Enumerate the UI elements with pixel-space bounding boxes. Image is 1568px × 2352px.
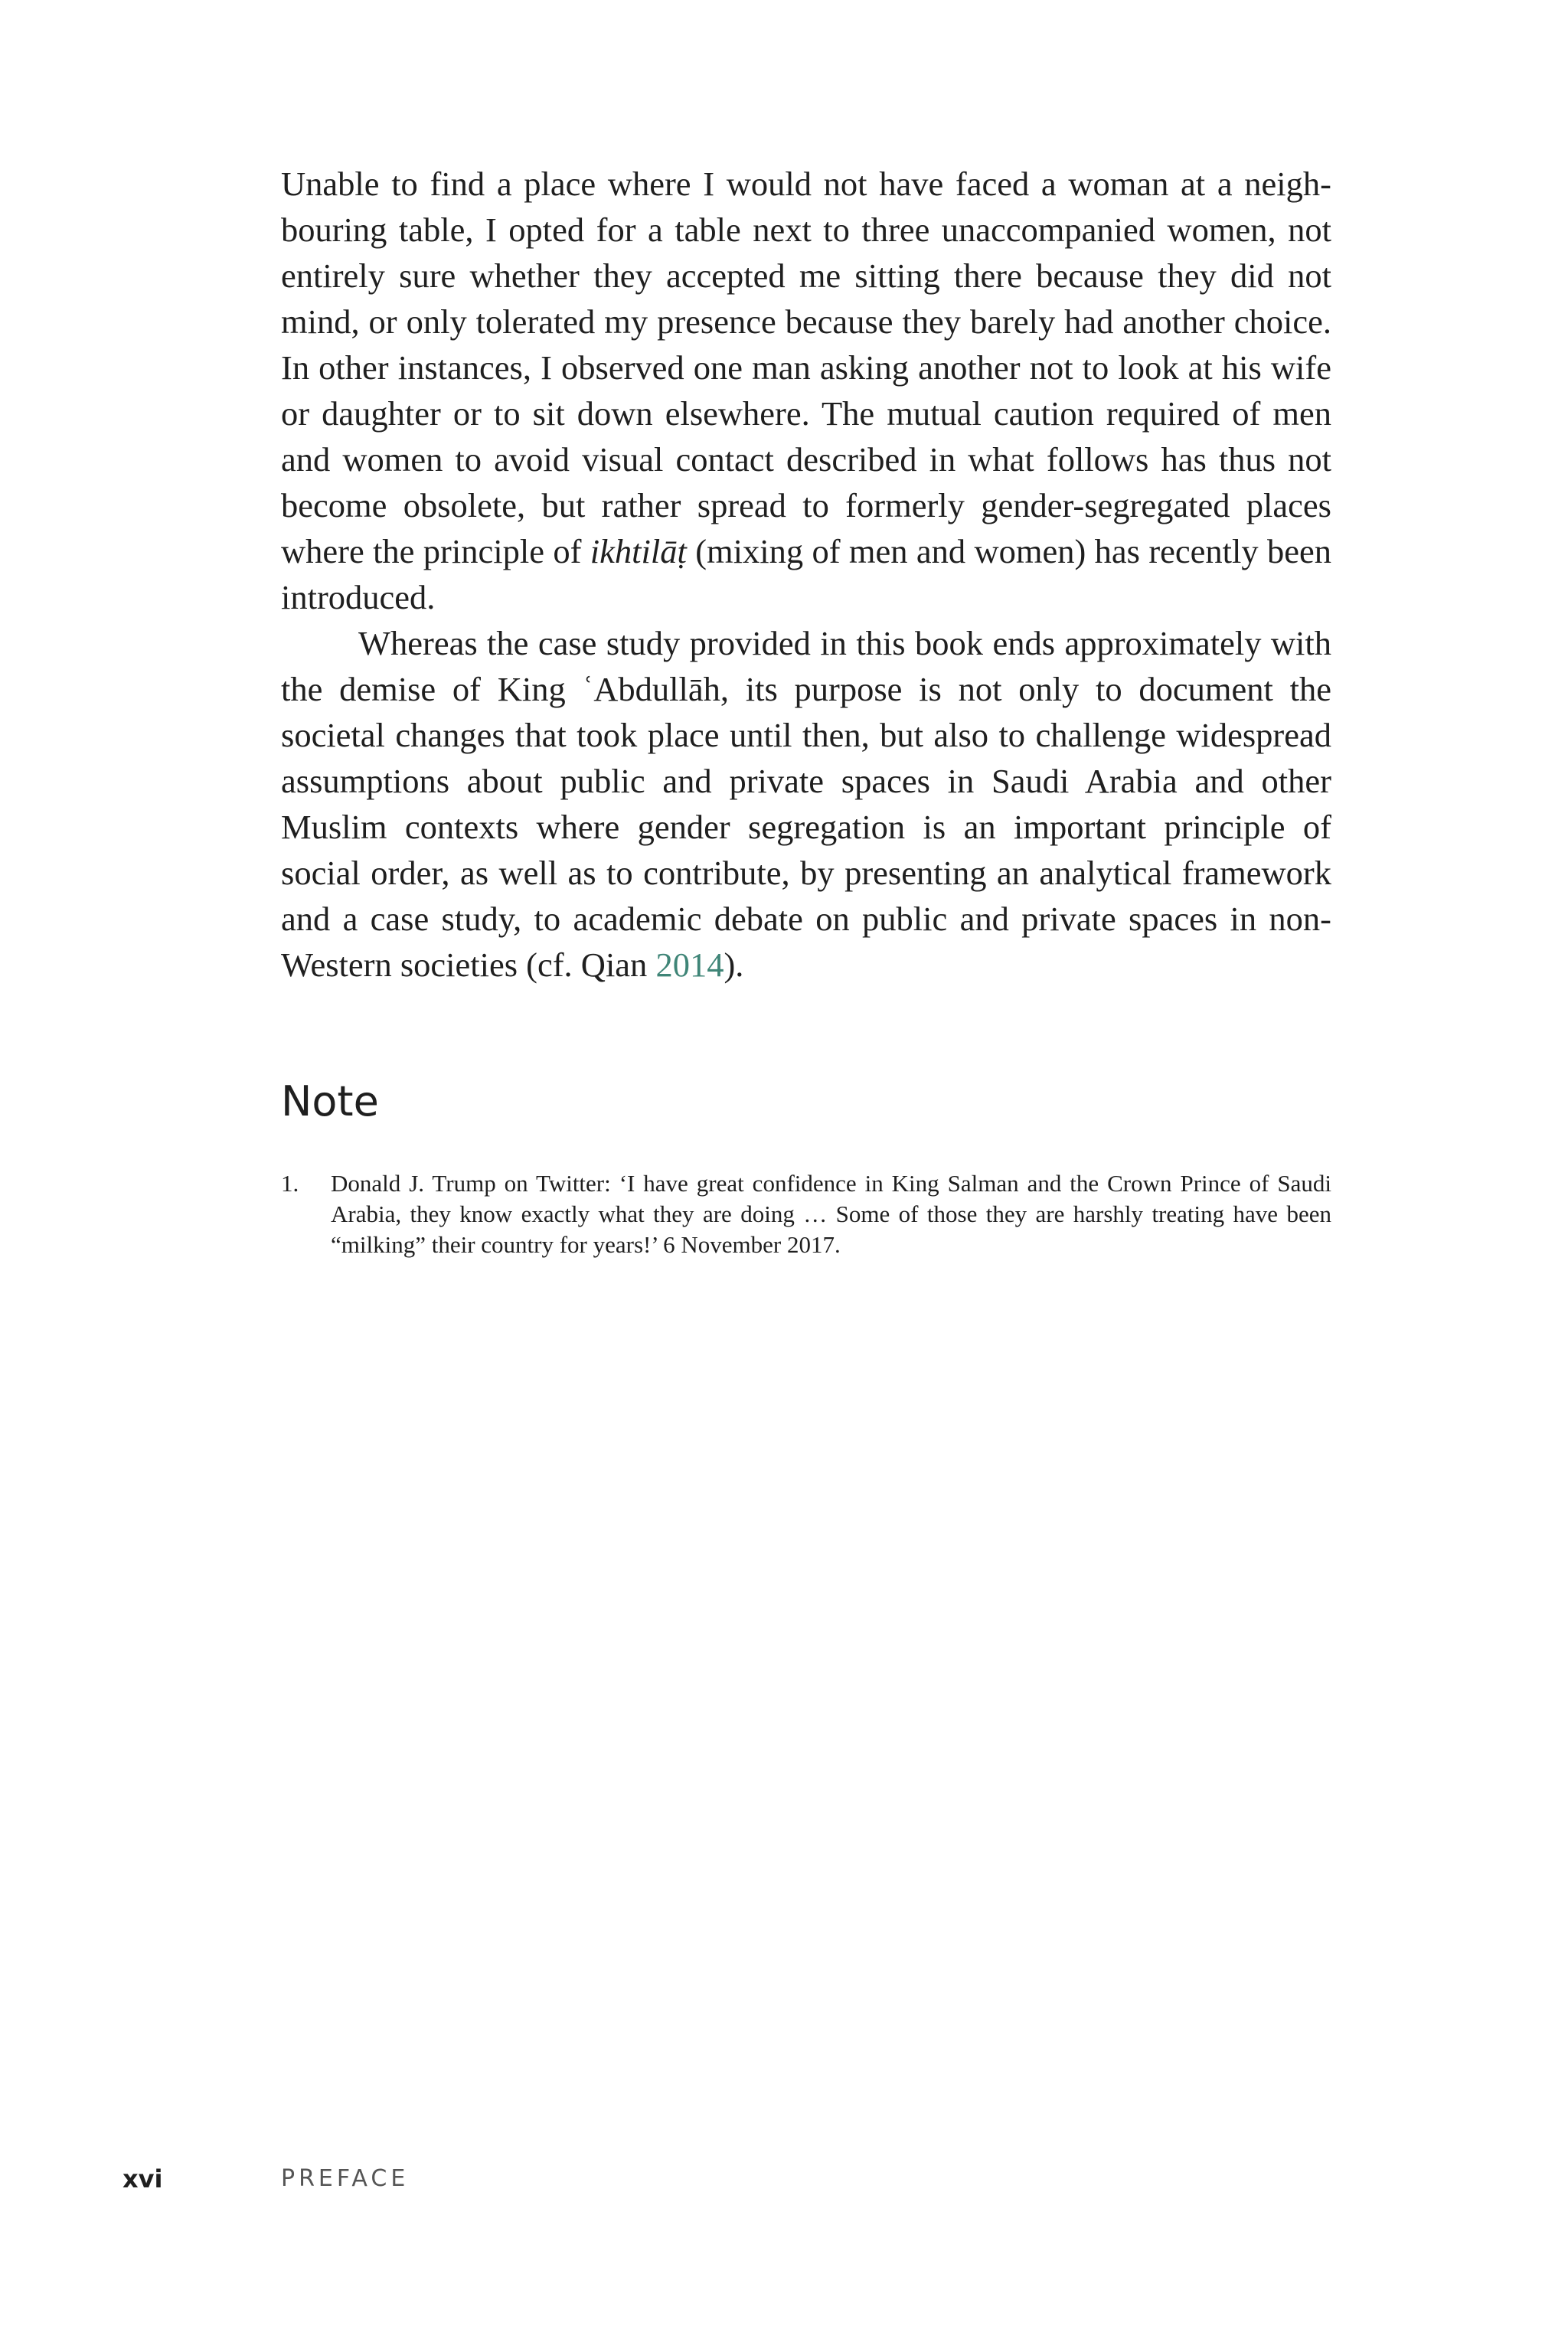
- note-number: 1.: [281, 1170, 299, 1197]
- body-paragraph-2: [281, 620, 1331, 988]
- main-text: [281, 161, 1331, 988]
- body-paragraph-1: [281, 161, 1331, 620]
- arabic-term: ikhtilāṭ: [590, 532, 687, 570]
- notes-heading: Note: [281, 1077, 379, 1125]
- running-head: PREFACE: [281, 2165, 410, 2192]
- paragraph-2-text-start: Whereas the case study provided in this book ends approximately with the demise of King ʿAbdullāh, its purpose is not only to document the societal changes that took place until then, but also to challenge widespread assumptions about public and private spaces in Saudi Arabia and other Muslim contexts where gender segregation is an important principle of social order, as well as to contribute, by presenting an analytical framework and a case study, to academic debate on public and private spaces in non-Western societies (cf. Qian: [281, 624, 1331, 984]
- page-number: xvi: [122, 2164, 163, 2194]
- citation-link-qian-2014[interactable]: 2014: [655, 946, 724, 984]
- notes-list: [281, 1168, 1331, 1260]
- paragraph-2-text-end: ).: [724, 946, 744, 984]
- paragraph-1-text-start: Unable to find a place where I would not have faced a woman at a neighbouring table, I opted for a table next to three unaccompanied women, not entirely sure whether they accepted me sitting there because they did not mind, or only tolerated my presence because they barely had another choice. In other instances, I observed one man asking another not to look at his wife or daughter or to sit down elsewhere. The mutual caution required of men and women to avoid visual contact described in what follows has thus not become obsolete, but rather spread to formerly gender-segregated places where the principle of: [281, 165, 1331, 570]
- note-item: [281, 1168, 1331, 1260]
- note-text: Donald J. Trump on Twitter: ‘I have great confidence in King Salman and the Crown Prince of Saudi Arabia, they know exactly what they are doing … Some of those they are harshly treating have been “milking” their country for years!’ 6 November 2017.: [331, 1170, 1331, 1258]
- paragraph-1-text-end: (mixing of men and women) has recently been introduced.: [281, 532, 1331, 616]
